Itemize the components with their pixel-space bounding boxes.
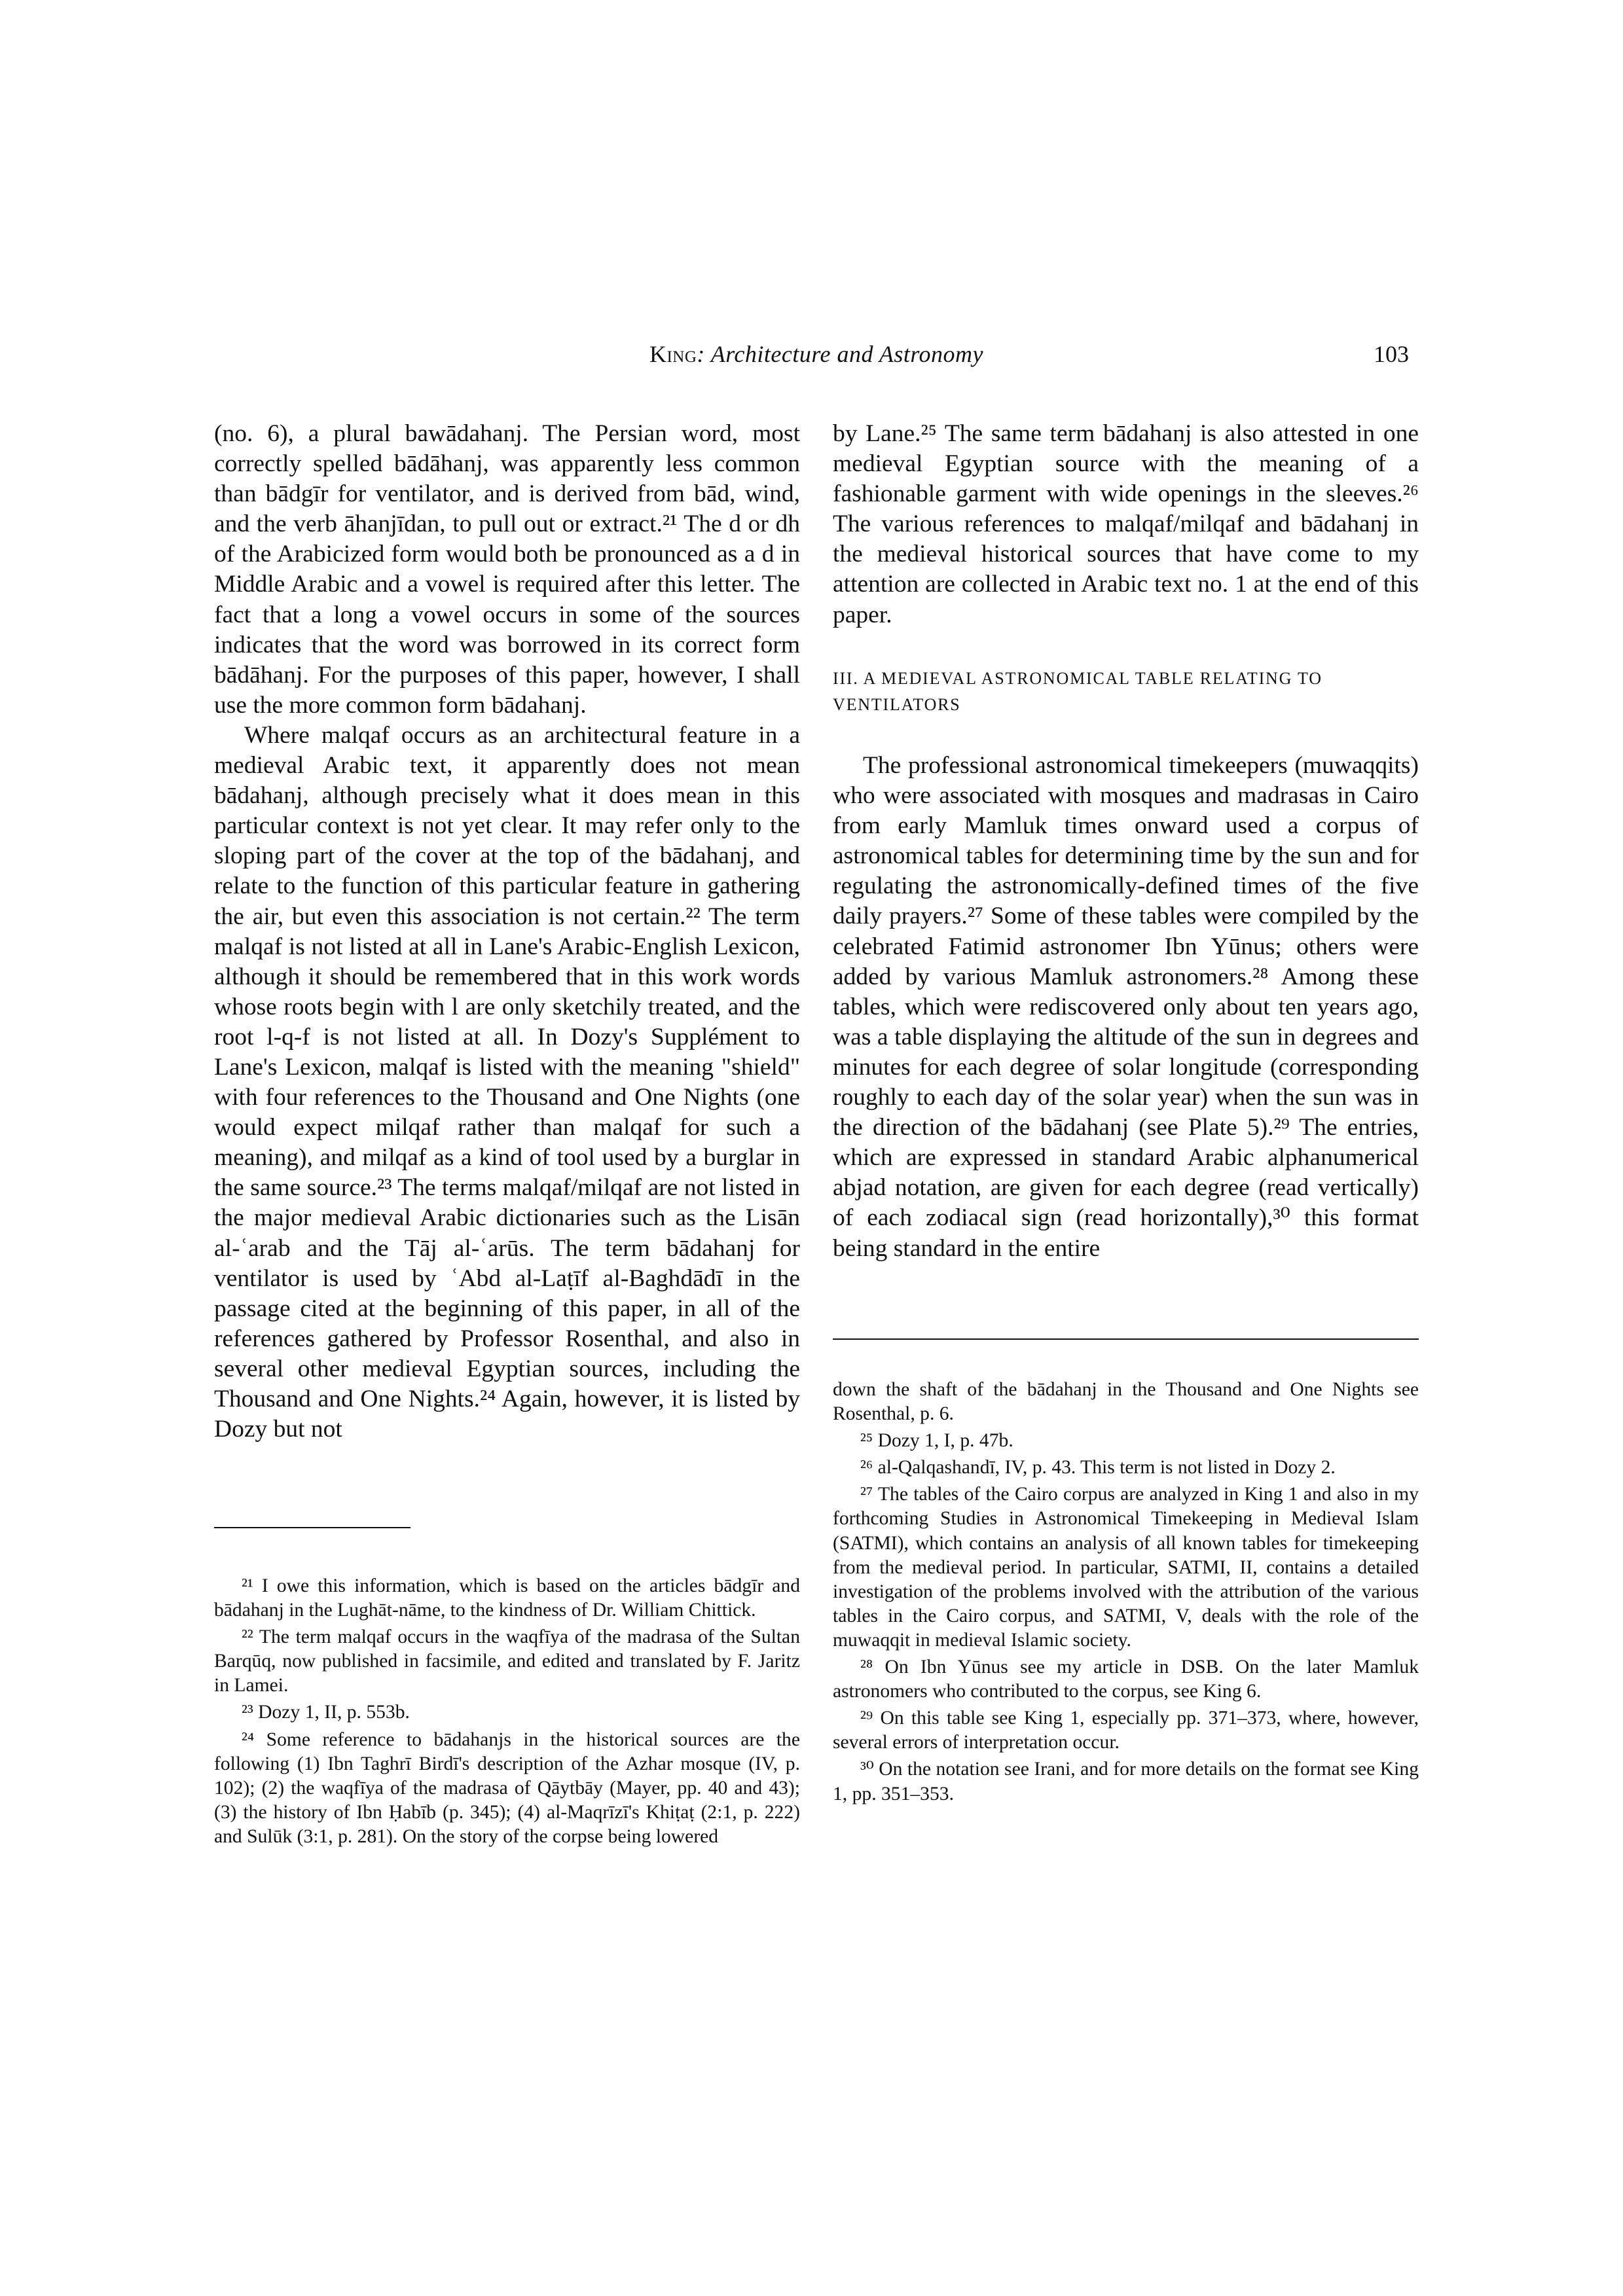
left-column-body	[214, 419, 800, 1444]
footnote-30: ³⁰ On the notation see Irani, and for more details on the format see King 1, pp. 351–353.	[833, 1759, 1419, 1804]
footnote-23: ²³ Dozy 1, II, p. 553b.	[242, 1702, 410, 1723]
footnote-24: ²⁴ Some reference to bādahanjs in the historical sources are the following (1) Ibn Taghrī Birdī's description of the Azhar mosque (IV, p. 102); (2) the waqfīya of the madrasa of Qāytbāy (Mayer, pp. 40 and 43); (3) the history of Ibn Ḥabīb (p. 345); (4) al-Maqrīzī's Khiṭaṭ (2:1, p. 222) and Sulūk (3:1, p. 281). On the story of the corpse being lowered	[214, 1729, 800, 1847]
left-footnotes	[214, 1574, 800, 1852]
footnote-24-continued: down the shaft of the bādahanj in the Thousand and One Nights see Rosenthal, p. 6.	[833, 1379, 1419, 1425]
right-paragraph-2: The professional astronomical timekeepers (muwaqqits) who were associated with mosques and madrasas in Cairo from early Mamluk times onward used a corpus of astronomical tables for determining time by the sun and for regulating the astronomically-defined times of the five daily prayers.²⁷ Some of these tables were compiled by the celebrated Fatimid astronomer Ibn Yūnus; others were added by various Mamluk astronomers.²⁸ Among these tables, which were rediscovered only about ten years ago, was a table displaying the altitude of the sun in degrees and minutes for each degree of solar longitude (corresponding roughly to each day of the solar year) when the sun was in the direction of the bādahanj (see Plate 5).²⁹ The entries, which are expressed in standard Arabic alphanumerical abjad notation, are given for each degree (read vertically) of each zodiacal sign (read horizontally),³⁰ this format being standard in the entire	[833, 752, 1419, 1262]
footnote-25: ²⁵ Dozy 1, I, p. 47b.	[860, 1430, 1013, 1452]
right-column-body-top	[833, 419, 1419, 630]
right-paragraph-1: by Lane.²⁵ The same term bādahanj is also attested in one medieval Egyptian source with the meaning of a fashionable garment with wide openings in the sleeves.²⁶ The various references to malqaf/milqaf and bādahanj in the medieval historical sources that have come to my attention are collected in Arabic text no. 1 at the end of this paper.	[833, 420, 1419, 628]
page-number: 103	[1374, 341, 1409, 367]
section-heading: III. A MEDIEVAL ASTRONOMICAL TABLE RELATING TO VENTILATORS	[833, 669, 1322, 714]
footnote-22: ²² The term malqaf occurs in the waqfīya of the madrasa of the Sultan Barqūq, now published in facsimile, and edited and translated by F. Jaritz in Lamei.	[214, 1626, 800, 1696]
left-paragraph-2: Where malqaf occurs as an architectural feature in a medieval Arabic text, it apparently does not mean bādahanj, although precisely what it does mean in this particular context is not yet clear. It may refer only to the sloping part of the cover at the top of the bādahanj, and relate to the function of this particular feature in gathering the air, but even this association is not certain.²² The term malqaf is not listed at all in Lane's Arabic-English Lexicon, although it should be remembered that in this work words whose roots begin with l are only sketchily treated, and the root l-q-f is not listed at all. In Dozy's Supplément to Lane's Lexicon, malqaf is listed with the meaning "shield" with four references to the Thousand and One Nights (one would expect milqaf rather than malqaf for such a meaning), and milqaf as a kind of tool used by a burglar in the same source.²³ The terms malqaf/milqaf are not listed in the major medieval Arabic dictionaries such as the Lisān al-ʿarab and the Tāj al-ʿarūs. The term bādahanj for ventilator is used by ʿAbd al-Laṭīf al-Baghdādī in the passage cited at the beginning of this paper, in all of the references gathered by Professor Rosenthal, and also in several other medieval Egyptian sources, including the Thousand and One Nights.²⁴ Again, however, it is listed by Dozy but not	[214, 721, 800, 1443]
right-footnotes	[833, 1378, 1419, 1809]
left-footnote-rule	[214, 1527, 410, 1528]
running-head-author: King	[649, 341, 697, 367]
running-head	[214, 340, 1419, 368]
right-column-body-bottom	[833, 751, 1419, 1264]
footnote-29: ²⁹ On this table see King 1, especially pp. 371–373, where, however, several errors of interpretation occur.	[833, 1708, 1419, 1753]
footnote-26: ²⁶ al-Qalqashandī, IV, p. 43. This term is not listed in Dozy 2.	[860, 1457, 1336, 1479]
left-paragraph-1: (no. 6), a plural bawādahanj. The Persian word, most correctly spelled bādāhanj, was apparently less common than bādgīr for ventilator, and is derived from bād, wind, and the verb āhanjīdan, to pull out or extract.²¹ The d or dh of the Arabicized form would both be pronounced as a d in Middle Arabic and a vowel is required after this letter. The fact that a long a vowel occurs in some of the sources indicates that the word was borrowed in its correct form bādāhanj. For the purposes of this paper, however, I shall use the more common form bādahanj.	[214, 420, 800, 719]
footnote-21: ²¹ I owe this information, which is based on the articles bādgīr and bādahanj in the Lughāt-nāme, to the kindness of Dr. William Chittick.	[214, 1575, 800, 1621]
right-footnote-rule	[833, 1338, 1419, 1340]
footnote-27: ²⁷ The tables of the Cairo corpus are analyzed in King 1 and also in my forthcoming Studies in Astronomical Timekeeping in Medieval Islam (SATMI), which contains an analysis of all known tables for timekeeping from the medieval period. In particular, SATMI, II, contains a detailed investigation of the problems involved with the attribution of the various tables in the Cairo corpus, and SATMI, V, deals with the role of the muwaqqit in medieval Islamic society.	[833, 1484, 1419, 1651]
running-head-title: : Architecture and Astronomy	[697, 341, 984, 367]
footnote-28: ²⁸ On Ibn Yūnus see my article in DSB. On the later Mamluk astronomers who contributed to the corpus, see King 6.	[833, 1657, 1419, 1702]
